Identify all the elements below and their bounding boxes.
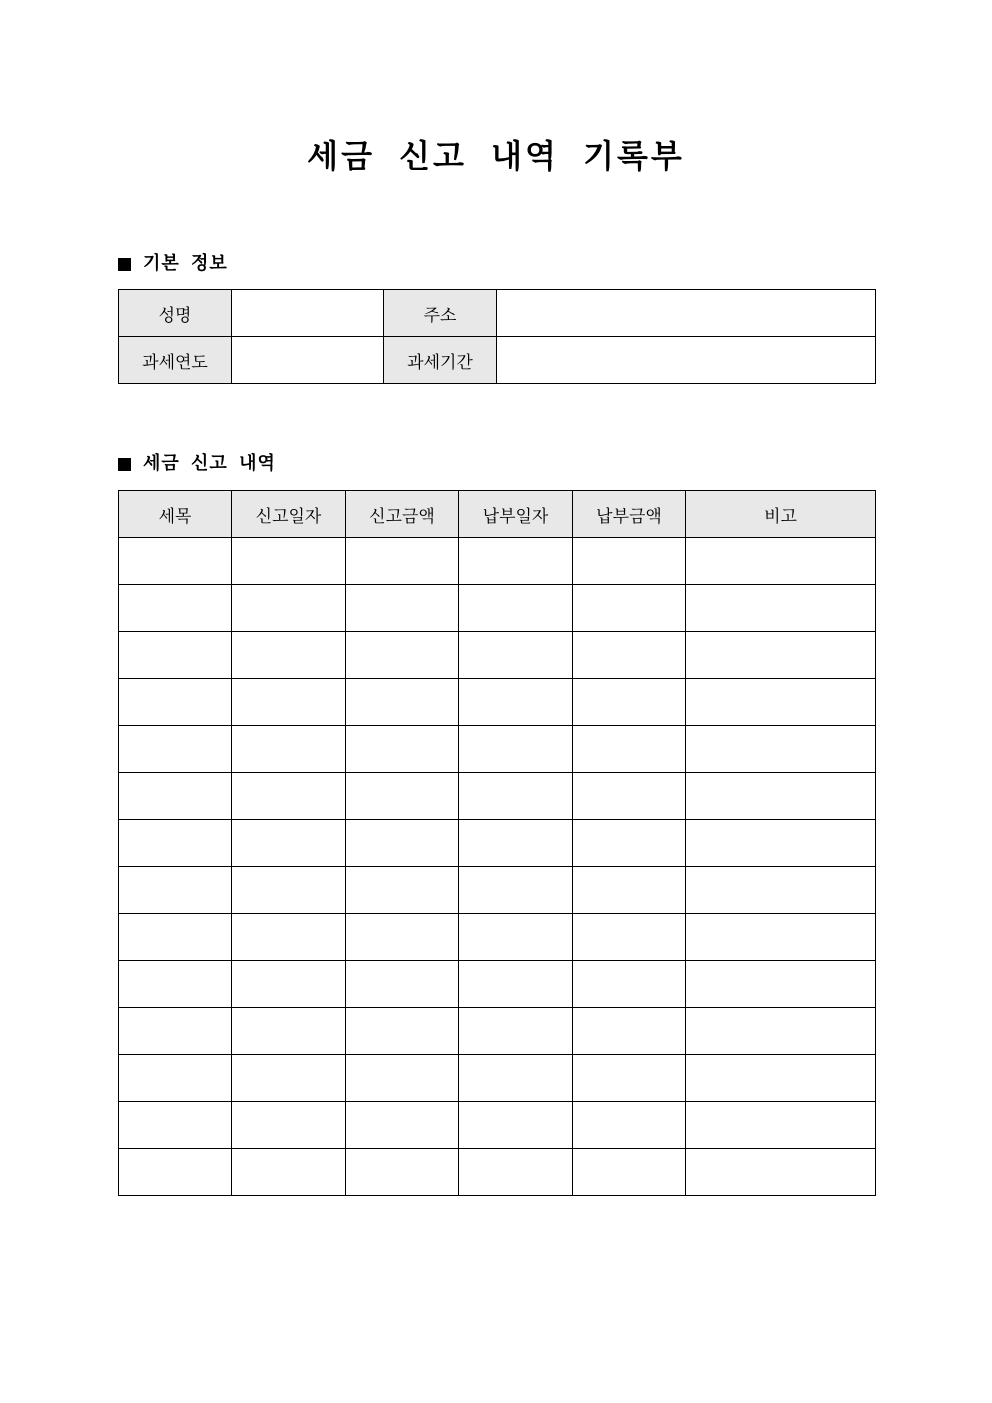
payment-date-cell[interactable]	[459, 1055, 573, 1102]
payment-date-cell[interactable]	[459, 867, 573, 914]
tax-item-cell[interactable]	[119, 726, 232, 773]
remarks-cell[interactable]	[686, 632, 876, 679]
remarks-cell[interactable]	[686, 1149, 876, 1196]
tax-item-cell[interactable]	[119, 1102, 232, 1149]
table-row	[119, 1008, 876, 1055]
basic-info-row	[119, 290, 876, 337]
payment-amount-cell[interactable]	[573, 867, 686, 914]
remarks-cell[interactable]	[686, 867, 876, 914]
payment-amount-cell[interactable]	[573, 1149, 686, 1196]
payment-amount-cell[interactable]	[573, 1055, 686, 1102]
remarks-cell[interactable]	[686, 961, 876, 1008]
tax-item-cell[interactable]	[119, 961, 232, 1008]
filing-date-cell[interactable]	[232, 867, 346, 914]
table-row	[119, 820, 876, 867]
table-row	[119, 961, 876, 1008]
remarks-cell[interactable]	[686, 1008, 876, 1055]
filing-amount-cell[interactable]	[346, 961, 459, 1008]
tax-item-cell[interactable]	[119, 914, 232, 961]
tax-item-cell[interactable]	[119, 1008, 232, 1055]
column-header-filing-amount: 신고금액	[346, 491, 459, 538]
filing-date-cell[interactable]	[232, 1055, 346, 1102]
filing-date-cell[interactable]	[232, 820, 346, 867]
filing-date-cell[interactable]	[232, 679, 346, 726]
table-row	[119, 679, 876, 726]
remarks-cell[interactable]	[686, 538, 876, 585]
square-bullet-icon	[118, 458, 131, 471]
tax-item-cell[interactable]	[119, 538, 232, 585]
payment-amount-cell[interactable]	[573, 914, 686, 961]
payment-amount-cell[interactable]	[573, 773, 686, 820]
filing-amount-cell[interactable]	[346, 1008, 459, 1055]
column-header-filing-date: 신고일자	[232, 491, 346, 538]
payment-date-cell[interactable]	[459, 632, 573, 679]
filing-amount-cell[interactable]	[346, 632, 459, 679]
filing-date-cell[interactable]	[232, 632, 346, 679]
section-heading-basic-info	[118, 251, 228, 277]
table-row	[119, 1055, 876, 1102]
filing-date-cell[interactable]	[232, 585, 346, 632]
table-row	[119, 585, 876, 632]
payment-date-cell[interactable]	[459, 585, 573, 632]
payment-date-cell[interactable]	[459, 726, 573, 773]
tax-item-cell[interactable]	[119, 585, 232, 632]
tax-period-label: 과세기간	[384, 337, 497, 384]
filing-amount-cell[interactable]	[346, 726, 459, 773]
remarks-cell[interactable]	[686, 585, 876, 632]
payment-date-cell[interactable]	[459, 1149, 573, 1196]
table-row	[119, 1149, 876, 1196]
table-row	[119, 773, 876, 820]
payment-date-cell[interactable]	[459, 1102, 573, 1149]
column-header-payment-amount: 납부금액	[573, 491, 686, 538]
section-heading-label: 세금 신고 내역	[143, 453, 276, 474]
tax-records-table	[118, 490, 876, 1196]
filing-date-cell[interactable]	[232, 1008, 346, 1055]
tax-item-cell[interactable]	[119, 773, 232, 820]
address-field[interactable]	[497, 290, 876, 337]
filing-amount-cell[interactable]	[346, 538, 459, 585]
payment-amount-cell[interactable]	[573, 820, 686, 867]
tax-year-label: 과세연도	[119, 337, 232, 384]
address-label: 주소	[384, 290, 497, 337]
payment-amount-cell[interactable]	[573, 538, 686, 585]
payment-amount-cell[interactable]	[573, 679, 686, 726]
basic-info-row	[119, 337, 876, 384]
payment-amount-cell[interactable]	[573, 726, 686, 773]
tax-year-field[interactable]	[232, 337, 384, 384]
filing-amount-cell[interactable]	[346, 1102, 459, 1149]
filing-date-cell[interactable]	[232, 914, 346, 961]
remarks-cell[interactable]	[686, 679, 876, 726]
section-heading-label: 기본 정보	[143, 253, 228, 274]
table-row	[119, 632, 876, 679]
payment-date-cell[interactable]	[459, 914, 573, 961]
payment-amount-cell[interactable]	[573, 1102, 686, 1149]
filing-date-cell[interactable]	[232, 1102, 346, 1149]
remarks-cell[interactable]	[686, 914, 876, 961]
column-header-tax-item: 세목	[119, 491, 232, 538]
payment-amount-cell[interactable]	[573, 961, 686, 1008]
remarks-cell[interactable]	[686, 773, 876, 820]
filing-amount-cell[interactable]	[346, 867, 459, 914]
basic-info-table	[118, 289, 876, 384]
document-title: 세금 신고 내역 기록부	[307, 137, 685, 175]
table-header-row	[119, 491, 876, 538]
tax-item-cell[interactable]	[119, 679, 232, 726]
payment-date-cell[interactable]	[459, 679, 573, 726]
tax-period-field[interactable]	[497, 337, 876, 384]
remarks-cell[interactable]	[686, 1102, 876, 1149]
filing-amount-cell[interactable]	[346, 820, 459, 867]
filing-amount-cell[interactable]	[346, 773, 459, 820]
payment-amount-cell[interactable]	[573, 632, 686, 679]
filing-date-cell[interactable]	[232, 538, 346, 585]
table-row	[119, 726, 876, 773]
tax-item-cell[interactable]	[119, 867, 232, 914]
column-header-payment-date: 납부일자	[459, 491, 573, 538]
remarks-cell[interactable]	[686, 726, 876, 773]
name-label: 성명	[119, 290, 232, 337]
filing-date-cell[interactable]	[232, 726, 346, 773]
table-row	[119, 1102, 876, 1149]
section-heading-tax-records	[118, 451, 276, 477]
payment-date-cell[interactable]	[459, 961, 573, 1008]
tax-item-cell[interactable]	[119, 820, 232, 867]
filing-date-cell[interactable]	[232, 1149, 346, 1196]
remarks-cell[interactable]	[686, 1055, 876, 1102]
table-row	[119, 538, 876, 585]
tax-item-cell[interactable]	[119, 632, 232, 679]
filing-amount-cell[interactable]	[346, 1149, 459, 1196]
filing-amount-cell[interactable]	[346, 1055, 459, 1102]
column-header-remarks: 비고	[686, 491, 876, 538]
table-row	[119, 867, 876, 914]
filing-date-cell[interactable]	[232, 961, 346, 1008]
remarks-cell[interactable]	[686, 820, 876, 867]
tax-item-cell[interactable]	[119, 1055, 232, 1102]
filing-amount-cell[interactable]	[346, 585, 459, 632]
payment-date-cell[interactable]	[459, 773, 573, 820]
tax-item-cell[interactable]	[119, 1149, 232, 1196]
payment-date-cell[interactable]	[459, 820, 573, 867]
square-bullet-icon	[118, 258, 131, 271]
table-row	[119, 914, 876, 961]
payment-amount-cell[interactable]	[573, 1008, 686, 1055]
name-field[interactable]	[232, 290, 384, 337]
filing-amount-cell[interactable]	[346, 679, 459, 726]
payment-date-cell[interactable]	[459, 538, 573, 585]
filing-amount-cell[interactable]	[346, 914, 459, 961]
filing-date-cell[interactable]	[232, 773, 346, 820]
payment-amount-cell[interactable]	[573, 585, 686, 632]
payment-date-cell[interactable]	[459, 1008, 573, 1055]
